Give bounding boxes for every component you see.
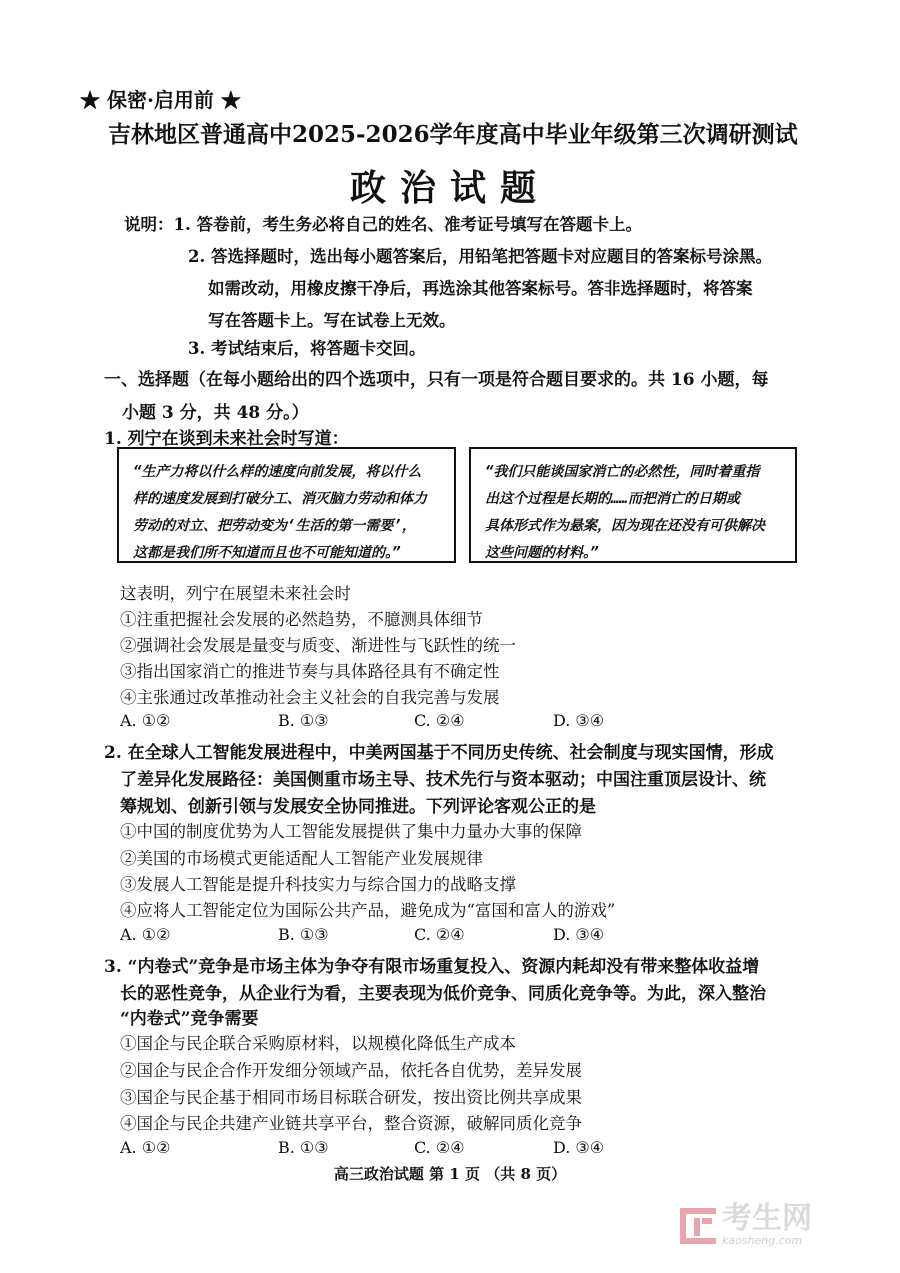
q2-stem-2: 了差异化发展路径：美国侧重市场主导、技术先行与资本驱动；中国注重顶层设计、统 [120,770,766,790]
quote-line: “我们只能谈国家消亡的必然性，同时着重指 [485,464,760,480]
note-line-1: 说明：1. 答卷前，考生务必将自己的姓名、准考证号填写在答题卡上。 [124,215,642,234]
q1-choice-b: B. ①③ [278,711,329,730]
q3-option-3: ③国企与民企基于相同市场目标联合研发，按出资比例共享成果 [120,1088,582,1107]
subject-title: 政治试题 [349,167,550,209]
q2-option-1: ①中国的制度优势为人工智能发展提供了集中力量办大事的保障 [120,822,582,841]
quote-line: 这都是我们所不知道而且也不可能知道的。” [133,545,401,561]
q2-stem-3: 筹规划、创新引领与发展安全协同推进。下列评论客观公正的是 [120,797,596,817]
note-line-4: 写在答题卡上。写在试卷上无效。 [208,311,456,330]
watermark-text: 考生网 [722,1201,812,1236]
watermark [680,1201,812,1247]
note-line-2: 2. 答选择题时，选出每小题答案后，用铅笔把答题卡对应题目的答案标号涂黑。 [188,247,772,266]
q3-choice-b: B. ①③ [278,1138,329,1157]
q1-option-1: ①注重把握社会发展的必然趋势，不臆测具体细节 [120,610,483,629]
q1-choice-d: D. ③④ [553,711,605,730]
kaosheng-logo-icon [680,1208,716,1244]
q2-choice-c: C. ②④ [414,925,465,944]
quote-line: 样的速度发展到打破分工、消灭脑力劳动和体力 [133,491,427,507]
q2-option-2: ②美国的市场模式更能适配人工智能产业发展规律 [120,849,483,868]
q3-option-1: ①国企与民企联合采购原材料，以规模化降低生产成本 [120,1034,516,1053]
page-footer: 高三政治试题 第 1 页 （共 8 页） [333,1165,567,1183]
q1-stem: 1. 列宁在谈到未来社会时写道： [104,429,349,449]
q2-option-3: ③发展人工智能是提升科技实力与综合国力的战略支撑 [120,875,516,894]
quote-line: 出这个过程是长期的……而把消亡的日期或 [485,491,740,507]
q1-quote-left [117,447,456,563]
section-heading-cont: 小题 3 分，共 48 分。） [122,403,309,423]
q1-option-3: ③指出国家消亡的推进节奏与具体路径具有不确定性 [120,662,500,681]
q1-option-2: ②强调社会发展是量变与质变、渐进性与飞跃性的统一 [120,636,516,655]
q2-choice-d: D. ③④ [553,925,605,944]
exam-title: 吉林地区普通高中2025-2026学年度高中毕业年级第三次调研测试 [108,121,798,148]
q1-choice-c: C. ②④ [414,711,465,730]
q1-option-4: ④主张通过改革推动社会主义社会的自我完善与发展 [120,688,500,707]
q1-lead: 这表明，列宁在展望未来社会时 [120,584,351,603]
q1-choice-a: A. ①② [120,711,171,730]
q2-choice-b: B. ①③ [278,925,329,944]
quote-line: “生产力将以什么样的速度向前发展，将以什么 [133,464,422,480]
q3-choice-c: C. ②④ [414,1138,465,1157]
q3-choice-a: A. ①② [120,1138,171,1157]
section-heading: 一、选择题（在每小题给出的四个选项中，只有一项是符合题目要求的。共 16 小题，每 [104,370,769,390]
q2-option-4: ④应将人工智能定位为国际公共产品，避免成为“富国和富人的游戏” [120,901,616,920]
quote-line: 这些问题的材料。” [485,545,599,561]
q3-option-4: ④国企与民企共建产业链共享平台，整合资源，破解同质化竞争 [120,1114,582,1133]
quote-line: 具体形式作为悬案，因为现在还没有可供解决 [485,518,765,534]
q3-stem-3: “内卷式”竞争需要 [120,1009,259,1029]
q2-stem-1: 2. 在全球人工智能发展进程中，中美两国基于不同历史传统、社会制度与现实国情，形成 [104,743,774,763]
confidential-mark: ★ 保密·启用前 ★ [80,88,241,112]
q1-quote-right [469,447,797,563]
note-line-5: 3. 考试结束后，将答题卡交回。 [188,339,426,358]
q3-option-2: ②国企与民企合作开发细分领域产品，依托各自优势，差异发展 [120,1061,582,1080]
q3-choice-d: D. ③④ [553,1138,605,1157]
q3-stem-1: 3. “内卷式”竞争是市场主体为争夺有限市场重复投入、资源内耗却没有带来整体收益增 [104,957,760,977]
quote-line: 劳动的对立、把劳动变为‘生活的第一需要’， [133,518,416,534]
q3-stem-2: 长的恶性竞争，从企业行为看，主要表现为低价竞争、同质化竞争等。为此，深入整治 [120,984,766,1004]
q2-choice-a: A. ①② [120,925,171,944]
watermark-url: kaosheng.com [722,1234,803,1247]
note-line-3: 如需改动，用橡皮擦干净后，再选涂其他答案标号。答非选择题时，将答案 [208,279,753,298]
